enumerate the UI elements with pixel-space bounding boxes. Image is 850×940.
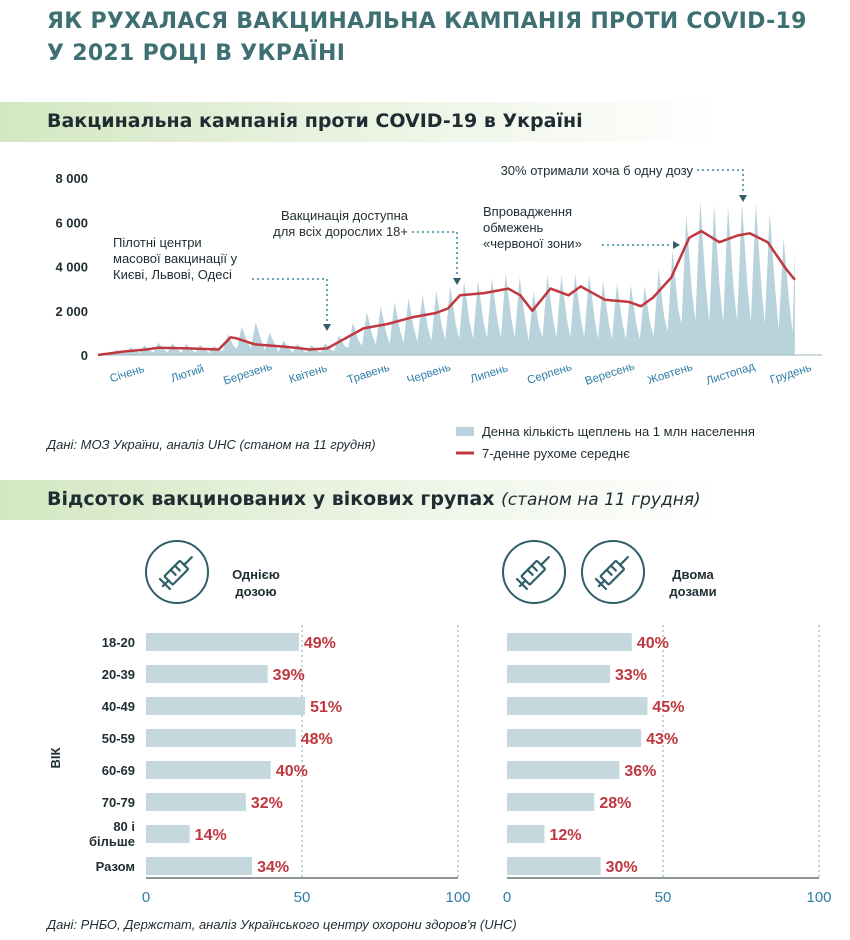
month-tick-label: Березень bbox=[222, 360, 274, 388]
annotation-red-zone: Впровадження обмежень «червоної зони» bbox=[483, 204, 582, 251]
month-tick-label: Травень bbox=[345, 361, 392, 387]
one-dose-x-tick-label: 50 bbox=[293, 889, 311, 906]
age-category-label: 80 і більше bbox=[89, 819, 135, 849]
age-category-label: 20-39 bbox=[101, 667, 135, 682]
one-dose-bar-label: 39% bbox=[272, 667, 305, 684]
source-note-2: Дані: РНБО, Держстат, аналіз Українського центру охорони здоров'я (UHC) bbox=[47, 917, 517, 932]
age-category-label: 70-79 bbox=[101, 795, 135, 810]
syringe-icon bbox=[146, 541, 208, 603]
two-dose-bar-label: 28% bbox=[599, 795, 632, 812]
one-dose-x-tick-label: 0 bbox=[141, 889, 151, 906]
section2-title bbox=[47, 488, 701, 510]
age-groups-chart bbox=[0, 530, 850, 920]
two-dose-bar-label: 40% bbox=[636, 635, 669, 652]
two-dose-bar-label: 43% bbox=[646, 731, 679, 748]
two-dose-title: Двома дозами bbox=[669, 567, 717, 599]
legend-area-label: Денна кількість щеплень на 1 млн населення bbox=[482, 424, 755, 439]
section1-title: Вакцинальна кампанія проти COVID-19 в Україні bbox=[47, 110, 583, 132]
month-tick-label: Вересень bbox=[583, 360, 637, 388]
age-axis-label: ВІК bbox=[48, 747, 63, 769]
one-dose-bar bbox=[146, 793, 246, 811]
annotation-thirty-percent: 30% отримали хоча б одну дозу bbox=[500, 163, 693, 178]
one-dose-title: Однією дозою bbox=[232, 567, 280, 599]
two-dose-bar-label: 30% bbox=[605, 859, 638, 876]
one-dose-bar-label: 32% bbox=[250, 795, 283, 812]
page-title bbox=[47, 6, 827, 70]
annotation-thirty-leader bbox=[697, 170, 743, 193]
annotation-adults-arrow bbox=[453, 278, 461, 285]
one-dose-bar bbox=[146, 697, 305, 715]
annotation-adults: Вакцинація доступна для всіх дорослих 18+ bbox=[273, 208, 408, 239]
one-dose-bar bbox=[146, 665, 268, 683]
one-dose-bar-label: 40% bbox=[275, 763, 308, 780]
one-dose-bar bbox=[146, 825, 190, 843]
two-dose-bar bbox=[507, 697, 647, 715]
month-tick-label: Січень bbox=[108, 362, 147, 386]
y-tick-label: 6 000 bbox=[55, 215, 88, 231]
age-category-label: 50-59 bbox=[101, 731, 135, 746]
age-category-label: 18-20 bbox=[101, 635, 135, 650]
two-dose-x-tick-label: 0 bbox=[502, 889, 512, 906]
two-dose-x-tick-label: 50 bbox=[654, 889, 672, 906]
month-tick-label: Жовтень bbox=[646, 361, 695, 388]
annotation-adults-leader bbox=[412, 232, 457, 276]
annotation-pilot-arrow bbox=[323, 324, 331, 331]
two-dose-bar-label: 33% bbox=[614, 667, 647, 684]
age-category-label: Разом bbox=[95, 859, 135, 874]
two-dose-bar-label: 45% bbox=[652, 699, 685, 716]
two-dose-bar bbox=[507, 793, 594, 811]
annotation-red-zone-arrow bbox=[673, 241, 680, 249]
month-tick-label: Липень bbox=[468, 362, 510, 386]
two-dose-x-tick-label: 100 bbox=[806, 889, 832, 906]
annotation-pilot-leader bbox=[252, 279, 327, 322]
one-dose-bar bbox=[146, 633, 299, 651]
one-dose-bar-label: 51% bbox=[310, 699, 343, 716]
syringe-icon bbox=[582, 541, 644, 603]
vaccination-timeseries-chart bbox=[0, 150, 850, 480]
age-category-label: 40-49 bbox=[101, 699, 135, 714]
two-dose-bar-label: 36% bbox=[624, 763, 657, 780]
two-dose-bar-label: 12% bbox=[549, 827, 582, 844]
one-dose-bar-label: 34% bbox=[257, 859, 290, 876]
age-category-label: 60-69 bbox=[101, 763, 135, 778]
y-tick-label: 4 000 bbox=[55, 259, 88, 275]
one-dose-bar bbox=[146, 761, 271, 779]
month-tick-label: Листопад bbox=[704, 360, 757, 388]
month-tick-label: Квітень bbox=[287, 362, 329, 386]
month-tick-label: Серпень bbox=[525, 361, 574, 387]
section2-subtitle: (станом на 11 грудня) bbox=[501, 490, 701, 510]
legend-area-swatch bbox=[456, 427, 474, 436]
source-note-1: Дані: МОЗ України, аналіз UHC (станом на 11 грудня) bbox=[47, 437, 376, 452]
one-dose-bar bbox=[146, 857, 252, 875]
syringe-icon bbox=[503, 541, 565, 603]
two-dose-bar bbox=[507, 825, 544, 843]
month-tick-label: Лютий bbox=[169, 363, 206, 386]
one-dose-bar-label: 48% bbox=[300, 731, 333, 748]
annotation-pilot-centres: Пілотні центри масової вакцинації у Києві, Львові, Одесі bbox=[113, 235, 238, 282]
month-tick-label: Грудень bbox=[768, 361, 814, 387]
two-dose-bar bbox=[507, 633, 632, 651]
one-dose-bar-label: 49% bbox=[303, 635, 336, 652]
y-tick-label: 8 000 bbox=[55, 171, 88, 186]
one-dose-x-tick-label: 100 bbox=[445, 889, 471, 906]
one-dose-bar-label: 14% bbox=[194, 827, 227, 844]
one-dose-bar bbox=[146, 729, 296, 747]
two-dose-bar bbox=[507, 665, 610, 683]
legend-line-label: 7-денне рухоме середнє bbox=[482, 446, 630, 461]
annotation-thirty-arrow bbox=[739, 195, 747, 202]
two-dose-bar bbox=[507, 857, 601, 875]
y-tick-label: 0 bbox=[80, 348, 88, 363]
page-title-line2: У 2021 РОЦІ В УКРАЇНІ bbox=[47, 41, 346, 66]
section2-title-main: Відсоток вакцинованих у вікових групах bbox=[47, 488, 495, 510]
two-dose-bar bbox=[507, 729, 641, 747]
y-tick-label: 2 000 bbox=[55, 303, 88, 319]
two-dose-bar bbox=[507, 761, 619, 779]
month-tick-label: Червень bbox=[405, 361, 453, 387]
page-title-line1: ЯК РУХАЛАСЯ ВАКЦИНАЛЬНА КАМПАНІЯ ПРОТИ COVID-19 bbox=[47, 9, 807, 34]
